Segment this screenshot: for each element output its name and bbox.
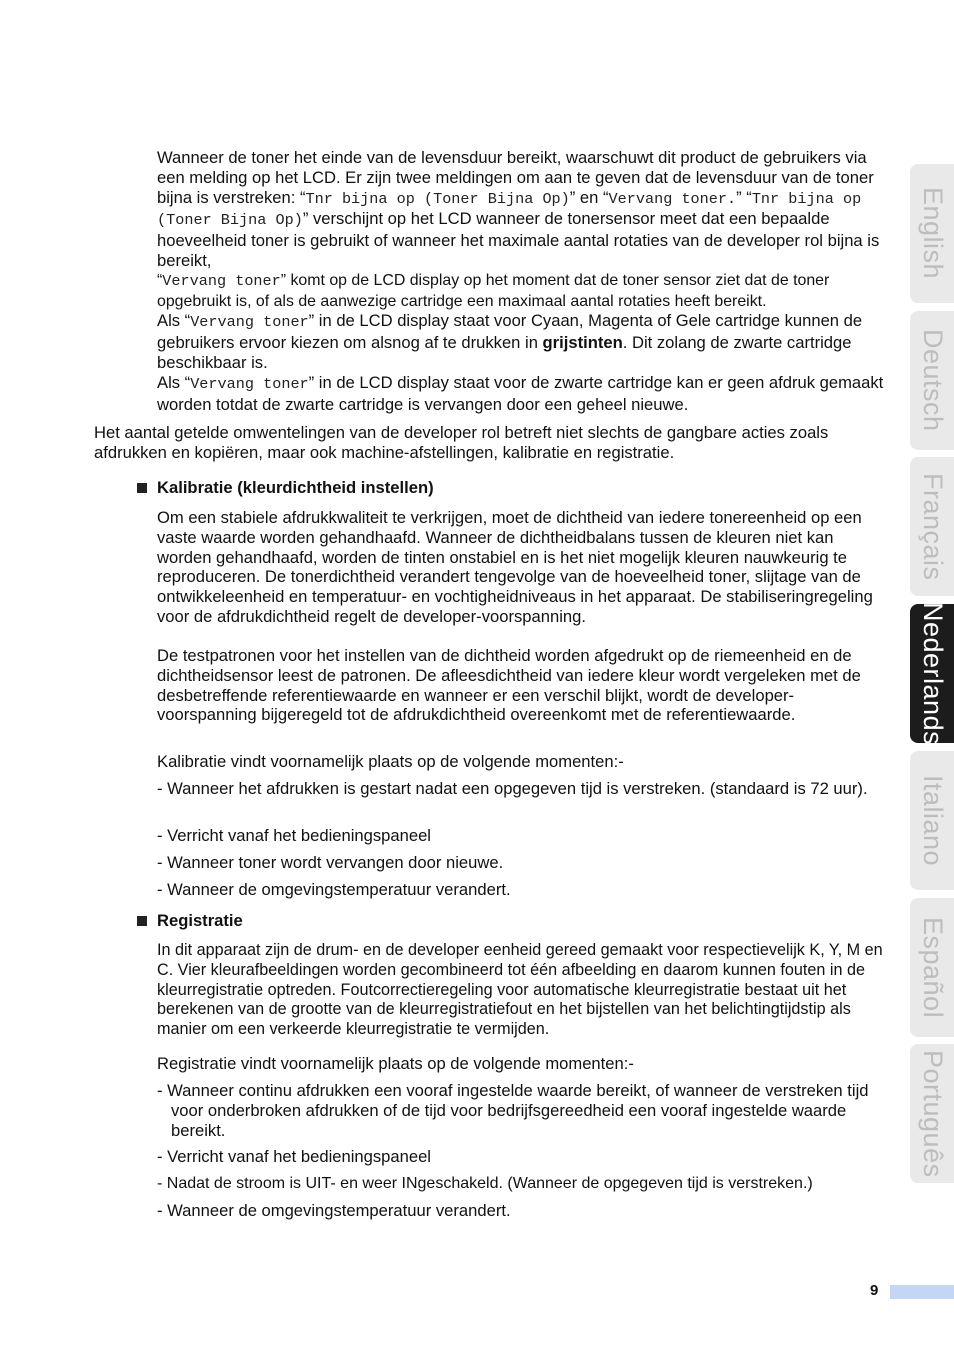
- bullet-square-icon: [137, 483, 147, 493]
- list-item: - Wanneer het afdrukken is gestart nadat een opgegeven tijd is verstreken. (standaard is 72 uur).: [157, 779, 868, 798]
- list-item: - Wanneer toner wordt vervangen door nieuwe.: [157, 853, 504, 872]
- list-item: - Verricht vanaf het bedieningspaneel: [157, 826, 431, 845]
- tab-portugues[interactable]: Português: [910, 1044, 954, 1183]
- tab-english[interactable]: English: [910, 164, 954, 303]
- registration-paragraph-1: In dit apparaat zijn de drum- en de developer eenheid gereed gemaakt voor respectievelijk K, Y, M en C. Vier kleurafbeeldingen worden gecombineerd tot één afbeelding en daarom kunnen fouten in de kleurregistratie optreden. Foutcorrectieregeling voor automatische kleurregistratie bestaat uit het berekenen van de grootte van de kleurregistratiefout en het bijstellen van het belichtingtijdstip als manier om een verkeerde kleurregistratie te vermijden.: [157, 941, 883, 1039]
- calibration-paragraph-2: De testpatronen voor het instellen van de dichtheid worden afgedrukt op de riemeenheid en de dichtheidsensor leest de patronen. De afleesdichtheid van iedere kleur wordt vergeleken met de desbetreffende referentiewaarde en wanneer er een verschil blijkt, wordt de developer-voorspanning bijgeregeld tot de afdrukdichtheid overeenkomt met de referentiewaarde.: [157, 646, 861, 725]
- intro-paragraph-4: Als “Vervang toner” in de LCD display staat voor de zwarte cartridge kan er geen afdruk gemaakt worden totdat de zwarte cartridge is vervangen door een geheel nieuwe.: [157, 372, 884, 414]
- registration-moments-intro: Registratie vindt voornamelijk plaats op de volgende momenten:-: [157, 1054, 634, 1073]
- rotations-paragraph: Het aantal getelde omwentelingen van de developer rol betreft niet slechts de gangbare acties zoals afdrukken en kopiëren, maar ook machine-afstellingen, kalibratie en registratie.: [94, 423, 829, 462]
- list-item: - Wanneer de omgevingstemperatuur verandert.: [157, 880, 511, 899]
- list-item: - Verricht vanaf het bedieningspaneel: [157, 1147, 431, 1166]
- tab-nederlands[interactable]: Nederlands: [910, 604, 954, 743]
- intro-paragraph-3: Als “Vervang toner” in de LCD display staat voor Cyaan, Magenta of Gele cartridge kunnen de gebruikers ervoor kiezen om alsnog af te drukken in grijstinten. Dit zolang de zwarte cartridge beschikbaar is.: [157, 311, 863, 372]
- registration-heading: Registratie: [137, 911, 243, 931]
- list-item: - Wanneer continu afdrukken een vooraf ingestelde waarde bereikt, of wanneer de verstreken tijd voor onderbroken afdrukken of de tijd voor bedrijfsgereedheid een vooraf ingestelde waarde bereikt.: [157, 1081, 869, 1140]
- calibration-moments-intro: Kalibratie vindt voornamelijk plaats op de volgende momenten:-: [157, 752, 624, 771]
- tab-italiano[interactable]: Italiano: [910, 751, 954, 890]
- tab-deutsch[interactable]: Deutsch: [910, 311, 954, 450]
- intro-paragraph-2: “Vervang toner” komt op de LCD display op het moment dat de toner sensor ziet dat de toner opgebruikt is, of als de aanwezige cartridge een maximaal aantal rotaties heeft bereikt.: [157, 271, 830, 310]
- page-number-bar: [890, 1285, 954, 1299]
- intro-paragraph-1: Wanneer de toner het einde van de levensduur bereikt, waarschuwt dit product de gebruikers via een melding op het LCD. Er zijn twee meldingen om aan te geven dat de levensduur van de toner bijna is verstreken: “Tnr bijna op (Toner Bijna Op)” en “Vervang toner.” “Tnr bijna op (Toner Bijna Op)” verschijnt op het LCD wanneer de tonersensor meet dat een bepaalde hoeveelheid toner is gebruikt of wanneer het maximale aantal rotaties van de developer rol bijna is bereikt,: [157, 148, 880, 270]
- calibration-heading: Kalibratie (kleurdichtheid instellen): [137, 478, 434, 498]
- tab-espanol[interactable]: Español: [910, 898, 954, 1037]
- tab-francais[interactable]: Français: [910, 457, 954, 596]
- bullet-square-icon: [137, 916, 147, 926]
- list-item: - Nadat de stroom is UIT- en weer INgeschakeld. (Wanneer de opgegeven tijd is verstreken.): [157, 1175, 813, 1192]
- calibration-paragraph-1: Om een stabiele afdrukkwaliteit te verkrijgen, moet de dichtheid van iedere tonereenheid op een vaste waarde worden gehandhaafd. Wanneer de dichtheidbalans tussen de kleuren niet kan worden gehandhaafd, worden de tinten onstabiel en is het niet mogelijk kleuren nauwkeurig te reproduceren. De tonerdichtheid verandert tengevolge van de hoeveelheid toner, slijtage van de ontwikkeleenheid en temperatuur- en vochtigheidniveaus in het apparaat. De stabiliseringregeling voor de afdrukdichtheid regelt de developer-voorspanning.: [157, 508, 873, 626]
- page-number: 9: [870, 1282, 879, 1299]
- toner-intro: [157, 148, 887, 414]
- list-item: - Wanneer de omgevingstemperatuur verandert.: [157, 1201, 511, 1220]
